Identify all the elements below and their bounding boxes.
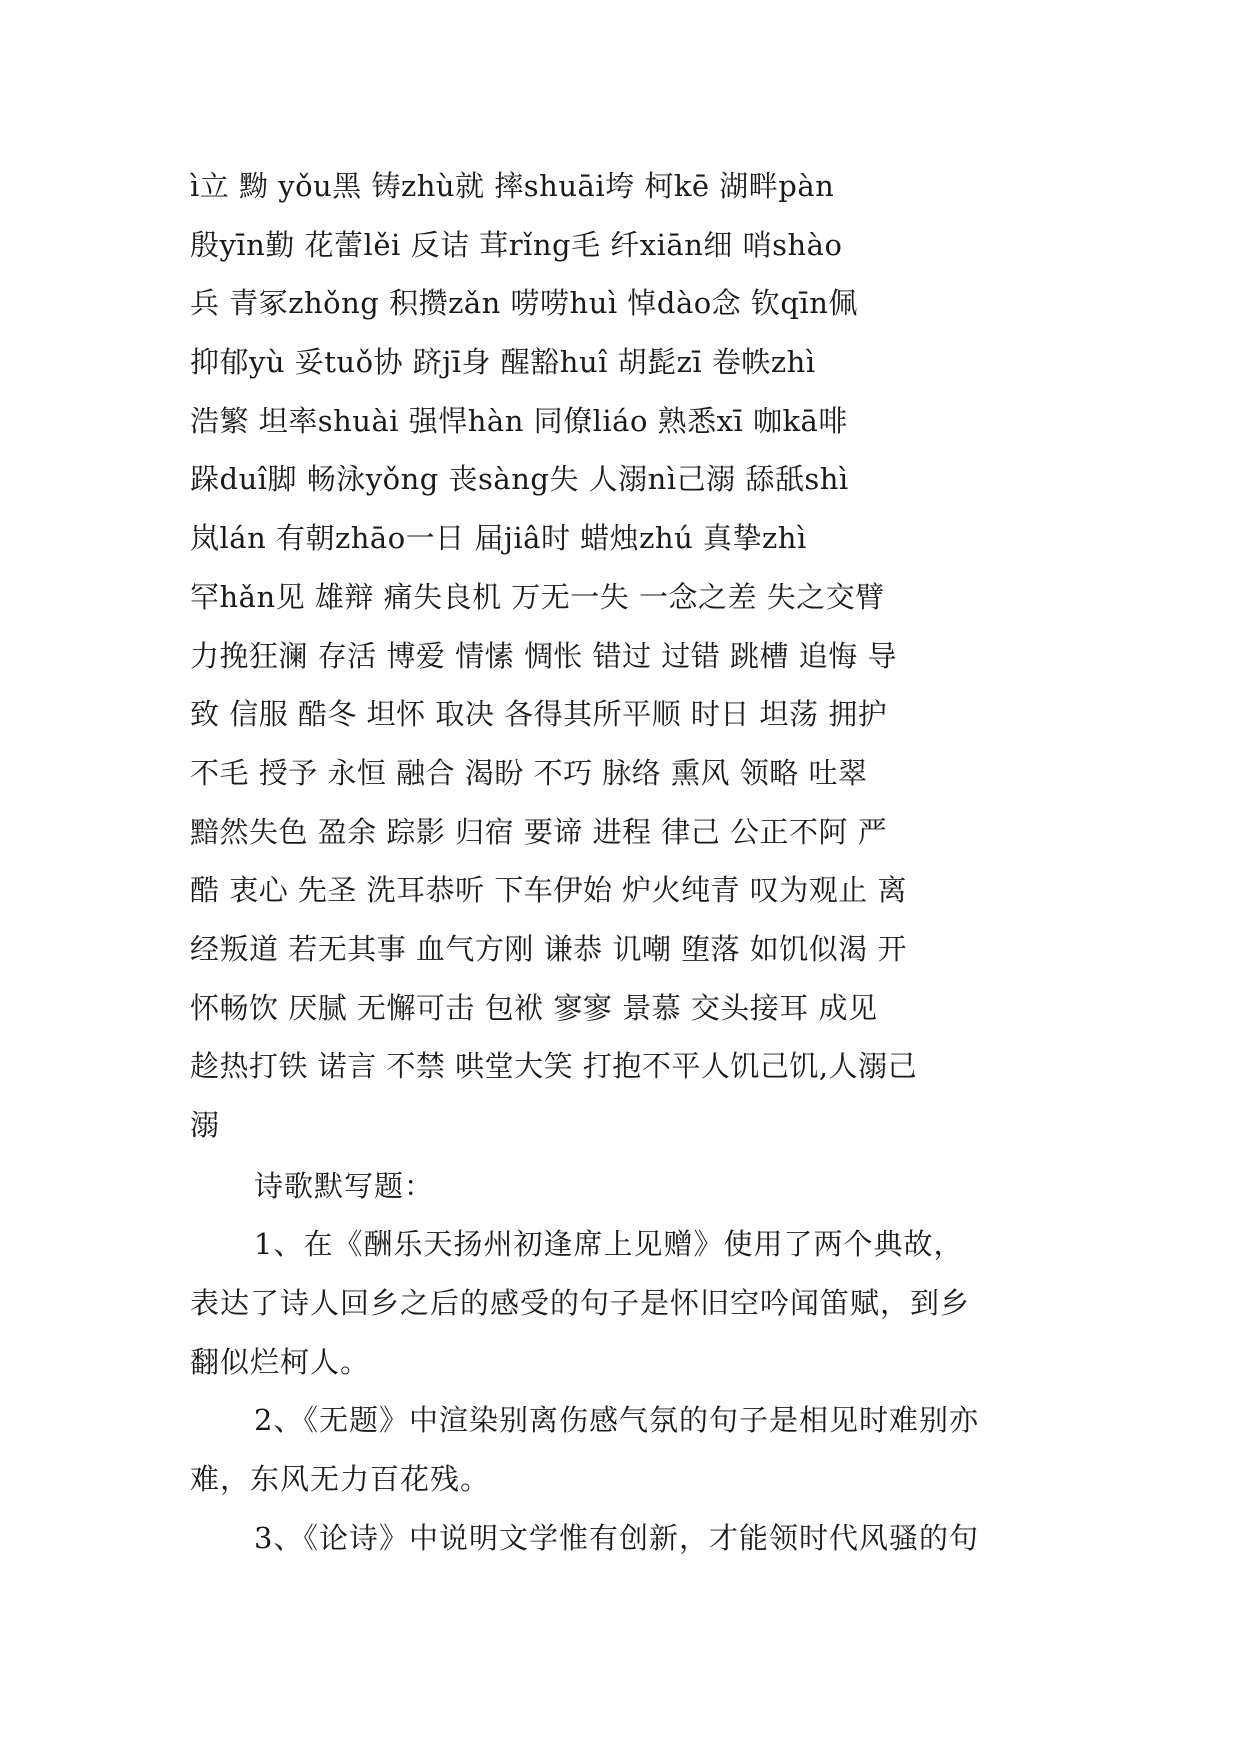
question-line: 1、在《酬乐天扬州初逢席上见赠》使用了两个典故， [254, 1227, 964, 1262]
question-line: 翻似烂柯人。 [190, 1344, 371, 1379]
vocabulary-line: 力挽狂澜 存活 博爱 情愫 惆怅 错过 过错 跳槽 追悔 导 [190, 638, 897, 673]
vocabulary-line: ì立 黝 yǒu黑 铸zhù就 摔shuāi垮 柯kē 湖畔pàn [190, 169, 835, 203]
question-line: 2、《无题》中渲染别离伤感气氛的句子是相见时难别亦 [254, 1403, 979, 1438]
question-line: 表达了诗人回乡之后的感受的句子是怀旧空吟闻笛赋，到乡 [190, 1286, 971, 1321]
vocabulary-line: 黯然失色 盈余 踪影 归宿 要谛 进程 律己 公正不阿 严 [190, 814, 888, 849]
question-item-3 [190, 1509, 1050, 1568]
document-page [190, 157, 1050, 1568]
vocabulary-block [190, 157, 1050, 1155]
vocabulary-line: 跺duî脚 畅泳yǒng 丧sàng失 人溺nì己溺 舔舐shì [190, 462, 849, 497]
section-heading: 诗歌默写题： [254, 1168, 435, 1203]
vocabulary-line: 趁热打铁 诺言 不禁 哄堂大笑 打抱不平人饥己饥,人溺己 [190, 1049, 918, 1084]
vocabulary-line: 浩繁 坦率shuài 强悍hàn 同僚liáo 熟悉xī 咖kā啡 [190, 403, 848, 438]
vocabulary-line: 岚lán 有朝zhāo一日 届jiâ时 蜡烛zhú 真挚zhì [190, 521, 807, 556]
vocabulary-line: 不毛 授予 永恒 融合 渴盼 不巧 脉络 熏风 领略 吐翠 [190, 755, 868, 790]
vocabulary-line: 酷 衷心 先圣 洗耳恭听 下车伊始 炉火纯青 叹为观止 离 [190, 873, 908, 908]
question-item-1 [190, 1215, 1050, 1391]
vocabulary-line: 兵 青冢zhǒng 积攒zǎn 唠唠huì 悼dào念 钦qīn佩 [190, 286, 858, 321]
vocabulary-line: 致 信服 酷冬 坦怀 取决 各得其所平顺 时日 坦荡 拥护 [190, 697, 888, 732]
vocabulary-line: 经叛道 若无其事 血气方刚 谦恭 讥嘲 堕落 如饥似渴 开 [190, 931, 908, 966]
vocabulary-line: 怀畅饮 厌腻 无懈可击 包袱 寥寥 景慕 交头接耳 成见 [190, 990, 878, 1025]
question-item-2 [190, 1391, 1050, 1508]
vocabulary-line: 殷yīn勤 花蕾lěi 反诘 茸rǐng毛 纤xiān细 哨shào [190, 227, 843, 262]
vocabulary-line: 罕hǎn见 雄辩 痛失良机 万无一失 一念之差 失之交臂 [190, 579, 885, 614]
question-line: 难，东风无力百花残。 [190, 1462, 491, 1497]
vocabulary-line: 溺 [190, 1108, 220, 1142]
question-line: 3、《论诗》中说明文学惟有创新，才能领时代风骚的句 [254, 1520, 979, 1555]
vocabulary-line: 抑郁yù 妥tuǒ协 跻jī身 醒豁huî 胡髭zī 卷帙zhì [190, 345, 816, 380]
